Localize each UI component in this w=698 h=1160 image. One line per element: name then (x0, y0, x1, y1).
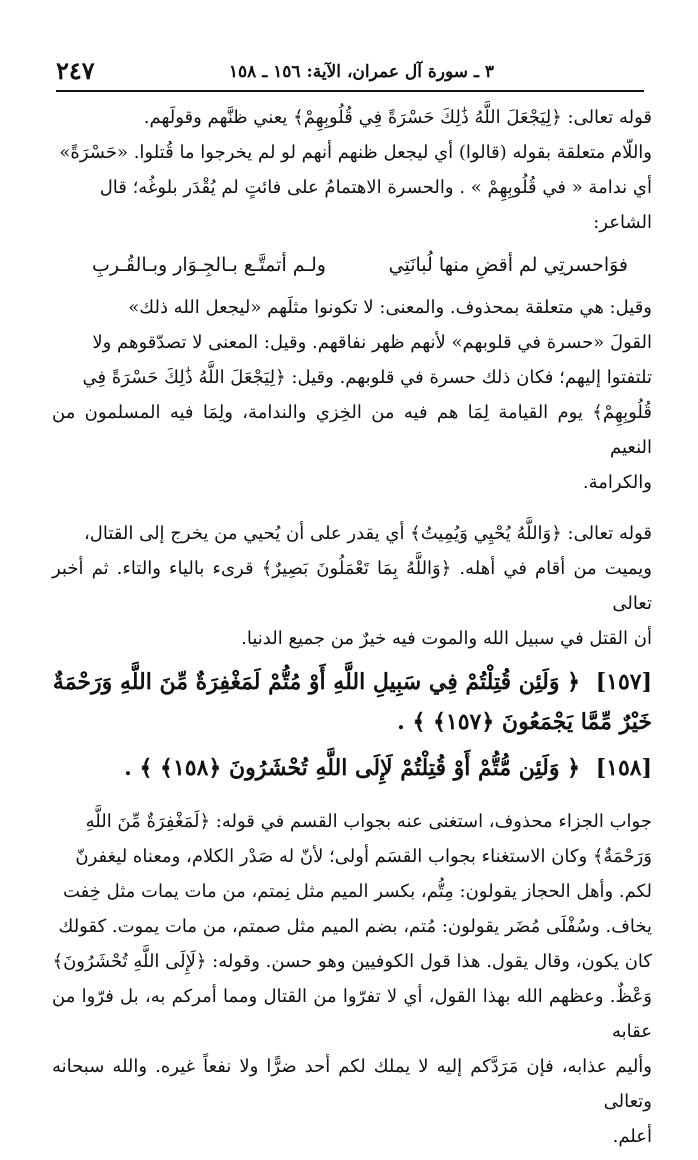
text-line: أن القتل في سبيل الله والموت فيه خيرٌ من جميع الدنيا. (241, 628, 652, 649)
paragraph-hasra (52, 100, 652, 240)
quran-verse-158 (52, 748, 652, 788)
text-line: وَعْظٌ. وعظهم الله بهذا القول، أي لا تفرّوا من القتال ومما أمركم به، بل فرّوا من عقابه (52, 986, 652, 1042)
verse-text: ﴿ وَلَئِن قُتِلْتُمْ فِي سَبِيلِ اللَّهِ أَوْ مُتُّمْ لَمَغْفِرَةٌ مِّنَ اللَّهِ وَرَحْمَةٌ خَيْرٌ مِّمَّا يَجْمَعُونَ ﴿١٥٧﴾ ﴾ . (52, 669, 652, 735)
page-number: ٢٤٧ (56, 56, 95, 85)
poem-hemistich-1: فوَاحسرتِي لم أقضِ منها لُبانَتِي (388, 254, 628, 276)
running-title: ٣ ـ سورة آل عمران، الآية: ١٥٦ ـ ١٥٨ (228, 62, 494, 82)
text-line: والكرامة. (582, 472, 652, 493)
text-line: أعلم. (612, 1126, 652, 1147)
text-line: قُلُوبِهِمْ﴾ يوم القيامة لِمَا هم فيه من الخِزي والندامة، ولِمَا فيه المسلمون من النعيم (52, 402, 652, 458)
verse-number: [١٥٨] (595, 755, 652, 781)
page-body (52, 100, 652, 1160)
quran-verse-157 (52, 662, 652, 742)
poem-hemistich-2: ولـم أتمتَّـع بـالجِـوَار وبـالقُـربِ (92, 254, 326, 276)
paragraph-qila (52, 290, 652, 500)
text-line: وَرَحْمَةٌ﴾ وكان الاستغناء بجواب القسَم أولى؛ لأنّ له صَدْر الكلام، ومعناه ليغفرنّ (75, 846, 652, 867)
text-line: وأليم عذابه، فإن مَرَدَّكم إليه لا يملك لكم أحد ضرًّا ولا نفعاً غيره. والله سبحانه وتعالى (52, 1056, 652, 1112)
text-line: وقيل: هي متعلقة بمحذوف. والمعنى: لا تكونوا مثلَهم «ليجعل الله ذلك» (128, 297, 652, 318)
verse-number: [١٥٧] (595, 669, 652, 695)
text-line: الشاعر: (593, 212, 652, 233)
text-line: أي ندامة « في قُلُوبِهِمْ » . والحسرة الاهتمامُ على فائتٍ لم يُقْدَر بلوغُه؛ قال (99, 177, 652, 198)
paragraph-jawab (52, 804, 652, 1154)
text-line: كان يكون، وقال يقول. هذا قول الكوفيين وهو حسن. وقوله: ﴿لَإِلَى اللَّهِ تُحْشَرُونَ﴾ (52, 951, 652, 972)
poem-verse (92, 248, 628, 282)
text-line: قوله تعالى: ﴿وَاللَّهُ يُحْيِي وَيُمِيتُ﴾ أي يقدر على أن يُحيي من يخرج إلى القتال، (83, 523, 652, 544)
text-line: جواب الجزاء محذوف، استغنى عنه بجواب القسم في قوله: ﴿لَمَغْفِرَةٌ مِّنَ اللَّهِ (85, 811, 652, 832)
text-line: تلتفتوا إليهم؛ فكان ذلك حسرة في قلوبهم. وقيل: ﴿لِيَجْعَلَ اللَّهُ ذَٰلِكَ حَسْرَةً فِي (82, 367, 652, 388)
text-line: قوله تعالى: ﴿لِيَجْعَلَ اللَّهُ ذَٰلِكَ حَسْرَةً فِي قُلُوبِهِمْ﴾ يعني ظنَّهم وقولَهم. (143, 107, 652, 128)
text-line: القولَ «حسرة في قلوبهم» لأنهم ظهر نفاقهم. وقيل: المعنى لا تصدّقوهم ولا (92, 332, 652, 353)
text-line: واللّام متعلقة بقوله (قالوا) أي ليجعل ظنهم أنهم لو لم يخرجوا ما قُتلوا. «حَسْرَةً» (59, 142, 652, 163)
text-line: يخاف. وسُفْلَى مُضَر يقولون: مُتم، بضم الميم مثل صمتم، من مات يموت. كقولك (58, 916, 652, 937)
text-line: ويميت من أقام في أهله. ﴿وَاللَّهُ بِمَا تَعْمَلُونَ بَصِيرٌ﴾ قرىء بالياء والتاء. ثم أخبر تعالى (52, 558, 652, 614)
text-line: لكم. وأهل الحجاز يقولون: مِتُّم، بكسر الميم مثل نِمتم، من مات يمات مثل خِفت (62, 881, 652, 902)
page-header (56, 56, 644, 92)
paragraph-yuhyi (52, 516, 652, 656)
verse-text: ﴿ وَلَئِن مُّتُّمْ أَوْ قُتِلْتُمْ لَإِلَى اللَّهِ تُحْشَرُونَ ﴿١٥٨﴾ ﴾ . (124, 755, 581, 781)
